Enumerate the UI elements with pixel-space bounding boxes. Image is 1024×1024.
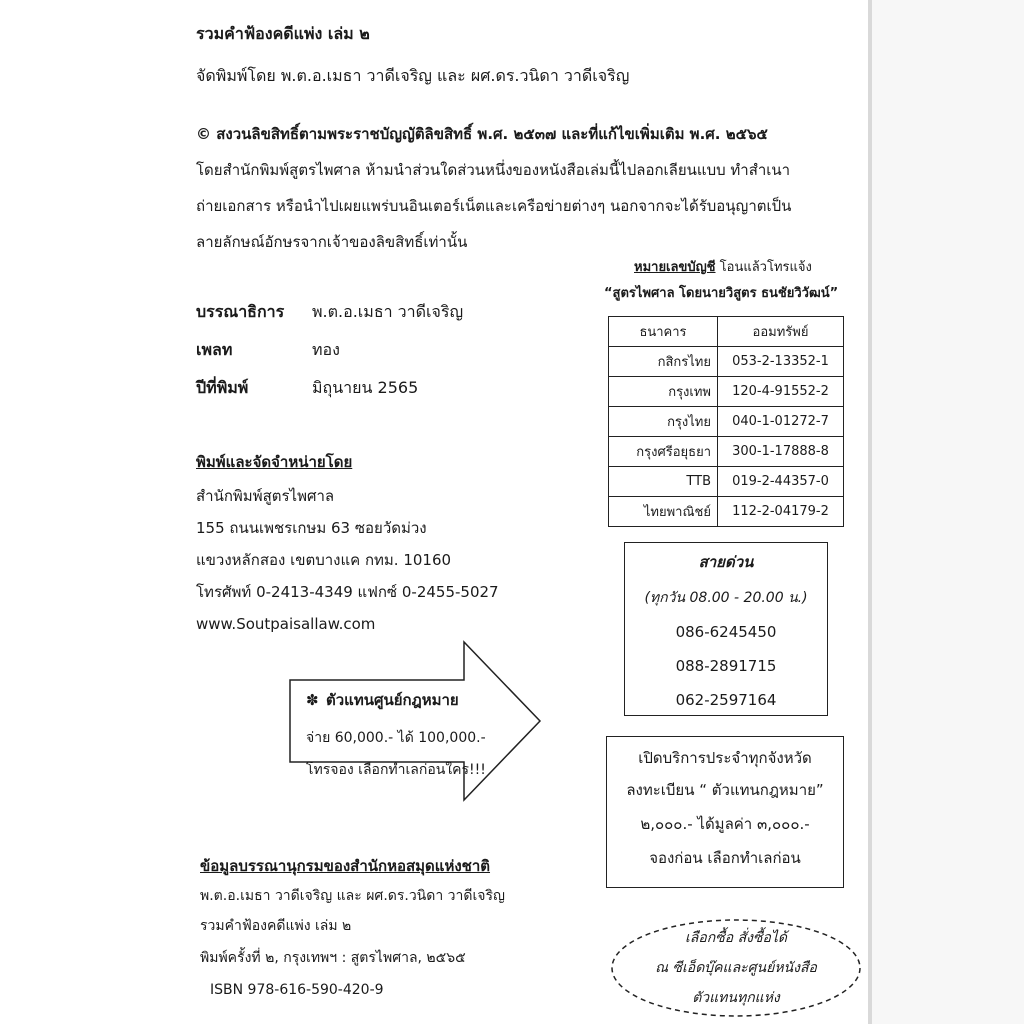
editor-label: บรรณาธิการ — [196, 302, 285, 321]
account-number: 120-4-91552-2 — [718, 377, 844, 407]
service-line-1: เปิดบริการประจำทุกจังหวัด — [638, 749, 812, 767]
hotline-number-3[interactable]: 062-2597164 — [675, 691, 777, 709]
agent-arrow-icon: ✽ — [306, 691, 319, 709]
copyright-line-3: ถ่ายเอกสาร หรือนำไปเผยแพร่บนอินเตอร์เน็ตและเครือข่ายต่างๆ นอกจากจะได้รับอนุญาตเป็น — [196, 197, 792, 215]
account-col-header: ออมทรัพย์ — [718, 317, 844, 347]
agent-arrow-title: ตัวแทนศูนย์กฎหมาย — [326, 691, 459, 709]
catalog-line-3: พิมพ์ครั้งที่ ๒, กรุงเทพฯ : สูตรไพศาล, ๒๕๖๕ — [200, 950, 466, 966]
distributor-address-2: แขวงหลักสอง เขตบางแค กทม. 10160 — [196, 551, 452, 569]
print-year-value: มิถุนายน 2565 — [312, 378, 419, 397]
bank-name: กรุงเทพ — [609, 377, 718, 407]
bank-heading — [634, 258, 812, 278]
print-year-label: ปีที่พิมพ์ — [196, 378, 249, 397]
published-by: จัดพิมพ์โดย พ.ต.อ.เมธา วาดีเจริญ และ ผศ.ดร.วนิดา วาดีเจริญ — [196, 66, 630, 85]
oval-line-2: ณ ซีเอ็ดบุ๊คและศูนย์หนังสือ — [655, 960, 817, 976]
bank-heading-underlined: หมายเลขบัญชี — [634, 260, 716, 275]
page-edge — [868, 0, 872, 1024]
bank-name: กสิกรไทย — [609, 347, 718, 377]
bank-name: กรุงศรีอยุธยา — [609, 437, 718, 467]
bank-col-header: ธนาคาร — [609, 317, 718, 347]
distributor-name: สำนักพิมพ์สูตรไพศาล — [196, 487, 335, 505]
distributor-phone: โทรศัพท์ 0-2413-4349 แฟกซ์ 0-2455-5027 — [196, 583, 499, 601]
editor-value: พ.ต.อ.เมธา วาดีเจริญ — [312, 302, 464, 321]
account-number: 112-2-04179-2 — [718, 497, 844, 527]
account-number: 019-2-44357-0 — [718, 467, 844, 497]
account-number: 300-1-17888-8 — [718, 437, 844, 467]
bank-account-name: “สูตรไพศาล โดยนายวิสูตร ธนชัยวิวัฒน์” — [604, 286, 839, 301]
table-row — [609, 437, 844, 467]
catalog-isbn: ISBN 978-616-590-420-9 — [210, 982, 384, 998]
service-line-2: ลงทะเบียน “ ตัวแทนกฎหมาย” — [626, 781, 824, 799]
table-row — [609, 347, 844, 377]
plate-value: ทอง — [312, 340, 340, 359]
distributor-heading: พิมพ์และจัดจำหน่ายโดย — [196, 453, 353, 471]
table-row — [609, 467, 844, 497]
distributor-address-1: 155 ถนนเพชรเกษม 63 ซอยวัดม่วง — [196, 519, 427, 537]
bank-table — [608, 316, 844, 527]
table-row — [609, 377, 844, 407]
copyright-line-4: ลายลักษณ์อักษรจากเจ้าของลิขสิทธิ์เท่านั้น — [196, 233, 468, 251]
bank-table-header — [609, 317, 844, 347]
agent-arrow-line2: โทรจอง เลือกทำเลก่อนใคร!!! — [306, 762, 486, 778]
page-shade — [872, 0, 1024, 1024]
book-title: รวมคำฟ้องคดีแพ่ง เล่ม ๒ — [196, 24, 370, 43]
bank-heading-rest: โอนแล้วโทรแจ้ง — [715, 260, 812, 275]
bank-name: ไทยพาณิชย์ — [609, 497, 718, 527]
distributor-website[interactable]: www.Soutpaisallaw.com — [196, 615, 376, 633]
hotline-hours: (ทุกวัน 08.00 - 20.00 น.) — [644, 590, 808, 606]
table-row — [609, 497, 844, 527]
account-number: 040-1-01272-7 — [718, 407, 844, 437]
oval-line-1: เลือกซื้อ สั่งซื้อได้ — [684, 930, 788, 946]
table-row — [609, 407, 844, 437]
service-line-3: ๒,๐๐๐.- ได้มูลค่า ๓,๐๐๐.- — [640, 815, 810, 833]
hotline-number-1[interactable]: 086-6245450 — [675, 623, 777, 641]
plate-label: เพลท — [196, 340, 233, 359]
bank-name: กรุงไทย — [609, 407, 718, 437]
copyright-line-1: © สงวนลิขสิทธิ์ตามพระราชบัญญัติลิขสิทธิ์ พ.ศ. ๒๕๓๗ และที่แก้ไขเพิ่มเติม พ.ศ. ๒๕๖๕ — [196, 125, 768, 143]
catalog-line-1: พ.ต.อ.เมธา วาดีเจริญ และ ผศ.ดร.วนิดา วาดีเจริญ — [200, 888, 505, 904]
oval-line-3: ตัวแทนทุกแห่ง — [692, 990, 780, 1006]
bank-name: TTB — [609, 467, 718, 497]
hotline-title: สายด่วน — [698, 553, 754, 571]
copyright-line-2: โดยสำนักพิมพ์สูตรไพศาล ห้ามนำส่วนใดส่วนหนึ่งของหนังสือเล่มนี้ไปลอกเลียนแบบ ทำสำเนา — [196, 161, 791, 179]
hotline-number-2[interactable]: 088-2891715 — [675, 657, 777, 675]
catalog-heading: ข้อมูลบรรณานุกรมของสำนักหอสมุดแห่งชาติ — [200, 857, 491, 875]
service-line-4: จองก่อน เลือกทำเลก่อน — [649, 849, 801, 867]
account-number: 053-2-13352-1 — [718, 347, 844, 377]
catalog-line-2: รวมคำฟ้องคดีแพ่ง เล่ม ๒ — [200, 918, 352, 934]
agent-arrow-line1: จ่าย 60,000.- ได้ 100,000.- — [306, 730, 486, 746]
